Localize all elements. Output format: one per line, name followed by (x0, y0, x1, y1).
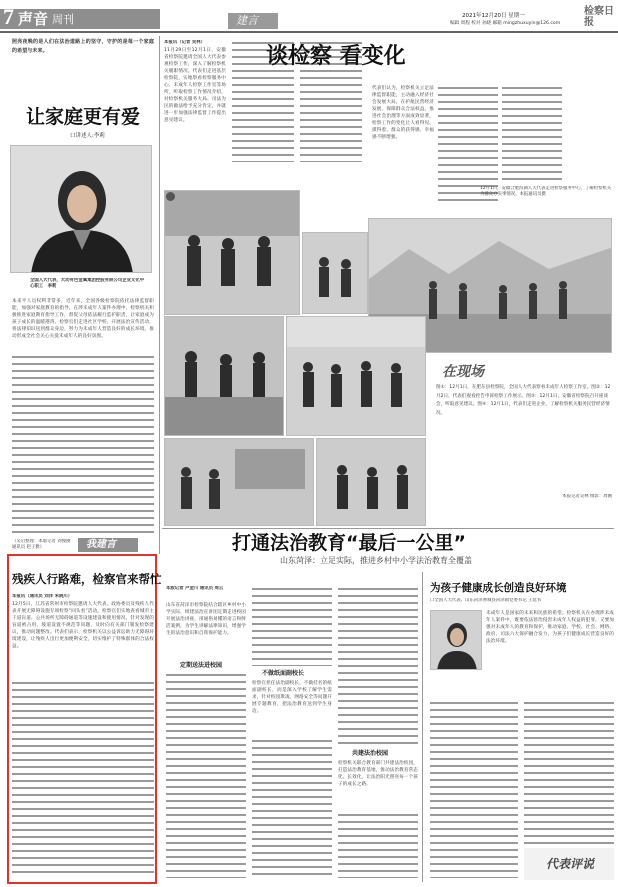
photo-6 (316, 438, 426, 526)
bottom-center-col2 (252, 738, 332, 878)
bottom-right-portrait (430, 610, 482, 670)
bottom-right-col2 (524, 700, 614, 844)
band-subtitle: 山东菏泽：立足实际，推进乡村中小学法治教育全覆盖 (280, 556, 472, 565)
bottom-left-title: 残疾人行路难，检察官来帮忙 (12, 572, 162, 586)
bottom-right-byline: 口全国人大代表、山东菏泽曹城县菏泽镇党委书记 王延书 (430, 598, 542, 603)
photo-1-image (165, 191, 300, 315)
bottom-right-title: 为孩子健康成长创造良好环境 (430, 582, 567, 594)
bottom-center-col3 (338, 812, 418, 878)
portrait-caption: 全国人大代表，大动有色金属集团控股有限公司企业文化中心职工 李莉 (30, 278, 145, 289)
left-byline: 口讲述人:李莉 (70, 133, 105, 139)
masthead (0, 0, 618, 31)
editor-info: 编辑 周程 校对 孙晓 邮箱 mingzhuxuyin@126.com (450, 21, 561, 26)
bottom-left-dateline: 本报讯（通讯员 刘洋 朱晓川） (12, 594, 73, 599)
band-title: 打通法治教育“最后一公里” (232, 532, 466, 554)
bottom-center-byline: 本版记者 卢金川 通讯员 周云 (166, 586, 224, 591)
photo-caption-list: 图①：12月1日，在肥东县检察院，全国人大代表察看未成年人检察工作室。图②：12月2日，代表们观看控告申诉检察工作展示。图③：12月1日，安徽省检察院召开座谈会，听取意见建议。图④：12月1日，代表们走进企业，了解检察机关服务民营经济情况。 (436, 385, 611, 416)
section-heading-1: 定期送法进校园 (180, 662, 223, 669)
photo-3 (164, 316, 284, 436)
section-name: 声音 (18, 10, 49, 28)
center-top-body: 11月29日至12月1日，安徽省检察院邀请全国人大代表参观检察工作，深入了解检察机关履职情况。代表们走进基层检察院，实地察看检察服务中心、未成年人检察工作室等场所，听取检察工作情况介绍，对检察机关服务大局、司法为民的做法给予充分肯定，并就进一步加强法律监督工作提出意见建议。 (164, 48, 226, 123)
photo-4 (286, 316, 426, 436)
quote-label: 我建言 (86, 539, 116, 550)
photo-1-badge (166, 192, 175, 201)
bottom-center-body1: 山东省菏泽市检察院结合辖区乡村中小学实际，组建法治宣讲团定期走进校园开展法治讲座，用通俗易懂的语言和鲜活案例，为学生讲解法律知识，增强学生的法治意识和自我保护能力。 (166, 603, 246, 636)
photo-credit: 本报记者吴林 摄影：周刚 (562, 494, 612, 499)
photo-3-image (165, 317, 284, 436)
photo-5 (164, 438, 314, 526)
bottom-left-body-cont (12, 680, 154, 878)
column-divider-bottom (422, 572, 423, 882)
portrait-photo (10, 145, 152, 273)
photo-2 (302, 232, 368, 314)
publish-date: 2021年12月20日 星期一 (462, 13, 525, 19)
article-title: 谈检察 看变化 (266, 44, 406, 69)
bottom-right-portrait-image (431, 611, 482, 670)
left-body-visible: 本来平人员权利非常多，近年来，全国各级检察院依托法律监督职能，加强对家庭教育的指导。在涉未成年人案件办理中，检察机关积极推进家庭教育指导工作，督促父母依法履行监护职责，让家庭成为孩子成长的温暖港湾。检察官们走进社区学校，开展法治宣传活动，将法律知识送到群众身边，努力为未成年人营造良好的成长环境，推动形成全社会关心关爱未成年人的良好氛围。 (12, 298, 154, 354)
photo-2-image (303, 233, 368, 314)
column-divider-left (159, 36, 160, 554)
left-intro: 照亮夜晚的是人们在法治道路上的坚守，守护的是每一个家庭的希望与未来。 (12, 39, 154, 54)
bottom-center-body3: 检察机关联合教育部门共建法治校园，打造法治教育基地，推动法治教育常态化、长效化，让法治阳光照亮每一个孩子的成长之路。 (338, 761, 418, 787)
portrait-image (11, 146, 152, 273)
left-title: 让家庭更有爱 (26, 106, 141, 128)
article-body-col3 (502, 85, 562, 185)
band-rule-top (162, 528, 614, 529)
in-scene-label: 在现场 (442, 364, 484, 380)
logo: 检察日报 (584, 6, 614, 28)
photo-5-image (165, 439, 314, 526)
section-heading-3: 共建法治校园 (352, 750, 389, 757)
bottom-center-col2-top (252, 586, 332, 666)
masthead-rule (0, 31, 618, 33)
article-body: 代表们认为，检察机关立足法律监督职能，主动融入经济社会发展大局，在护航民营经济发展、保障群众合法权益、推进社会治理等方面成效显著，检察工作的变化让人看得见、摸得着，群众的获得感、幸福感不断增强。 (372, 86, 434, 140)
footer-label: 代表评说 (546, 857, 595, 871)
photo-1 (164, 190, 300, 315)
photo-caption-top: 12月1日，安徽合肥滨湖人大代表走进检察服务中心，了解检察机关为群众办实事情况。本报通讯员摄 (480, 186, 612, 197)
photo-4-image (287, 317, 426, 436)
photo-6-image (317, 439, 426, 526)
left-byline-bottom: （吴启整理：本版记者 刘俊丽 通讯员 赵子雅） (12, 539, 71, 550)
bottom-center-col3-top (338, 586, 418, 746)
page-number: 7 (3, 4, 14, 29)
bottom-center-body2: 检察官担任法治副校长，不做挂名的纸面副校长，而是深入学校了解学生需求，针对校园欺凌、网络安全等问题开展专题教育，把法治教育送到学生身边。 (252, 681, 332, 714)
bottom-right-col1 (430, 700, 518, 878)
section-suffix: 周刊 (52, 13, 74, 26)
bottom-right-body: 未成年人是国家的未来和民族的希望。检察机关在办理涉未成年人案件中，既要依法惩治侵害未成年人权益的犯罪，又要加强对未成年人的教育和保护，推动家庭、学校、社会、网络、政府、司法六大保护融合发力，为孩子们健康成长营造良好的法治环境。 (486, 611, 614, 644)
bottom-center-col1 (166, 672, 246, 878)
section-tag: 建言 (236, 14, 258, 27)
bottom-left-body: 12月5日，江苏省常州市检察院邀请人大代表、政协委员及残疾人代表开展无障碍设施专项检察“回头看”活动。检察官们实地查看城市主干道盲道、公共场所无障碍通道等设施建设和使用情况，针对发现的盲道被占用、坡道设置不规范等问题，及时向有关部门制发检察建议，推动问题整改。代表们表示，检察机关以公益诉讼助力无障碍环境建设，让残疾人出行更加便利安全，切实维护了特殊群体的合法权益。 (12, 602, 154, 649)
section-heading-2: 不做纸面副校长 (262, 670, 305, 677)
center-top-dateline: 本报讯（记者 吴林） (164, 40, 206, 45)
